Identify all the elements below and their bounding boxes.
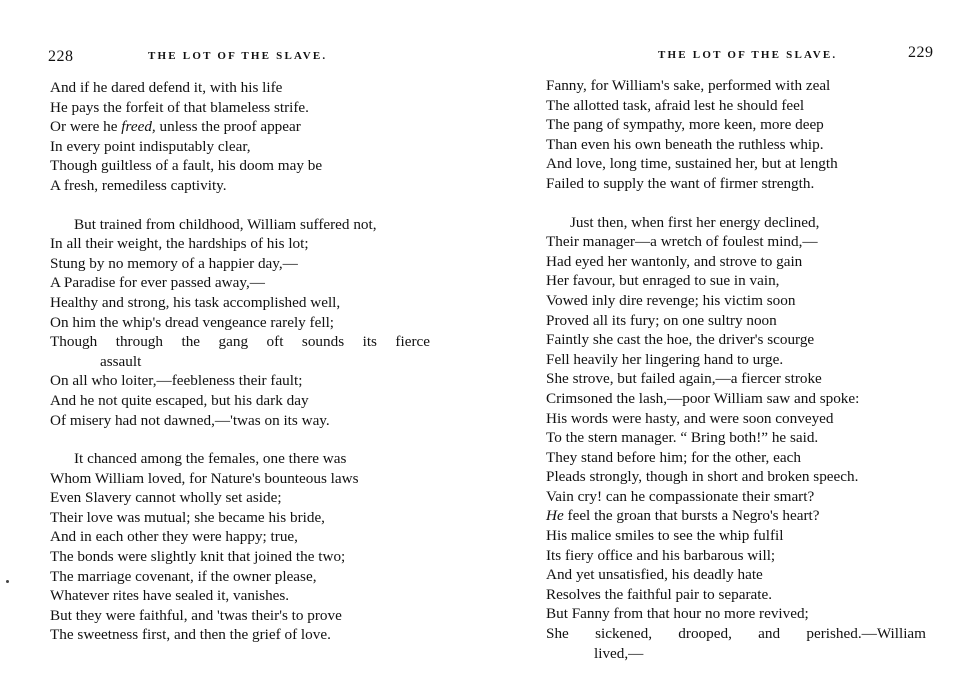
verse-line: A Paradise for ever passed away,— — [50, 274, 265, 292]
verse-line: Stung by no memory of a happier day,— — [50, 254, 298, 272]
verse-line: Proved all its fury; on one sultry noon — [546, 311, 777, 329]
verse-line — [546, 506, 971, 526]
right-page — [490, 0, 980, 684]
verse-line: The sweetness first, and then the grief of love. — [50, 626, 331, 644]
verse-line: Faintly she cast the hoe, the driver's scourge — [546, 331, 815, 349]
verse-line: Pleads strongly, though in short and broken speech. — [546, 468, 859, 486]
verse-line: Of misery had not dawned,—'twas on its way. — [50, 411, 330, 429]
verse-line: On him the whip's dread vengeance rarely fell; — [50, 313, 335, 331]
verse-line: But they were faithful, and 'twas their's to prove — [50, 606, 342, 624]
verse-line — [50, 117, 470, 137]
verse-line: In all their weight, the hardships of his lot; — [50, 235, 309, 253]
verse-line: Their love was mutual; she became his bride, — [50, 508, 325, 526]
verse-line: assault — [100, 352, 142, 370]
running-head: THE LOT OF THE SLAVE. — [658, 49, 838, 61]
verse-line: The allotted task, afraid lest he should feel — [546, 96, 805, 114]
verse-segment: unless the proof appear — [155, 118, 301, 136]
verse-line: And if he dared defend it, with his life — [50, 79, 283, 96]
verse-line: Crimsoned the lash,—poor William saw and spoke: — [546, 389, 860, 407]
poem-text — [50, 78, 470, 645]
verse-line: Even Slavery cannot wholly set aside; — [50, 489, 282, 507]
verse-line: The bonds were slightly knit that joined the two; — [50, 548, 346, 566]
verse-line: Her favour, but enraged to sue in vain, — [546, 272, 780, 290]
verse-line: Failed to supply the want of firmer strength. — [546, 174, 815, 192]
verse-segment: feel the groan that bursts a Negro's heart? — [563, 507, 820, 525]
page-number: 228 — [48, 48, 74, 65]
verse-line: Their manager—a wretch of foulest mind,— — [546, 233, 818, 251]
verse-line: But trained from childhood, William suffered not, — [74, 215, 377, 233]
verse-line: Its fiery office and his barbarous will; — [546, 546, 776, 564]
verse-emphasis: He — [546, 507, 564, 525]
verse-line: Whom William loved, for Nature's bounteous laws — [50, 469, 359, 487]
stanza-break — [50, 430, 470, 449]
verse-line: Just then, when first her energy declined, — [570, 213, 820, 231]
verse-line: And in each other they were happy; true, — [50, 528, 298, 546]
scan-speck — [6, 580, 9, 583]
verse-line: And yet unsatisfied, his deadly hate — [546, 566, 763, 584]
verse-line: His malice smiles to see the whip fulfil — [546, 527, 784, 545]
verse-line: Though through the gang oft sounds its fierce — [50, 333, 430, 351]
stanza-break — [546, 194, 971, 213]
running-head: THE LOT OF THE SLAVE. — [148, 50, 328, 62]
verse-line: And he not quite escaped, but his dark day — [50, 391, 309, 409]
verse-line: The marriage covenant, if the owner please, — [50, 567, 317, 585]
poem-text — [546, 76, 971, 663]
verse-line: The pang of sympathy, more keen, more deep — [546, 116, 824, 134]
verse-line: They stand before him; for the other, each — [546, 448, 801, 466]
verse-emphasis: freed, — [121, 118, 156, 136]
verse-line: Fell heavily her lingering hand to urge. — [546, 350, 784, 368]
verse-line: He pays the forfeit of that blameless strife. — [50, 98, 309, 116]
verse-line: Vain cry! can he compassionate their smart? — [546, 487, 815, 505]
verse-line: Healthy and strong, his task accomplished well, — [50, 293, 341, 311]
verse-line: She sickened, drooped, and perished.—William — [546, 625, 926, 643]
verse-line: A fresh, remediless captivity. — [50, 176, 227, 194]
verse-line: lived,— — [594, 644, 644, 662]
verse-line: Whatever rites have sealed it, vanishes. — [50, 587, 290, 605]
verse-line: Though guiltless of a fault, his doom may be — [50, 157, 323, 175]
verse-line: It chanced among the females, one there was — [74, 450, 347, 468]
verse-line: But Fanny from that hour no more revived; — [546, 605, 809, 623]
verse-line: And love, long time, sustained her, but at length — [546, 155, 838, 173]
stanza-break — [50, 196, 470, 215]
verse-line: To the stern manager. “ Bring both!” he said. — [546, 429, 819, 447]
verse-line: Resolves the faithful pair to separate. — [546, 585, 773, 603]
page-number: 229 — [908, 44, 934, 61]
verse-line: His words were hasty, and were soon conveyed — [546, 409, 834, 427]
verse-line: Than even his own beneath the ruthless whip. — [546, 135, 824, 153]
verse-line: She strove, but failed again,—a fiercer stroke — [546, 370, 822, 388]
verse-line: In every point indisputably clear, — [50, 137, 251, 155]
verse-line: Vowed inly dire revenge; his victim soon — [546, 291, 796, 309]
verse-line: Fanny, for William's sake, performed with zeal — [546, 77, 831, 94]
verse-line: Had eyed her wantonly, and strove to gain — [546, 252, 803, 270]
verse-segment: Or were he — [50, 118, 122, 136]
verse-line: On all who loiter,—feebleness their fault; — [50, 372, 303, 390]
